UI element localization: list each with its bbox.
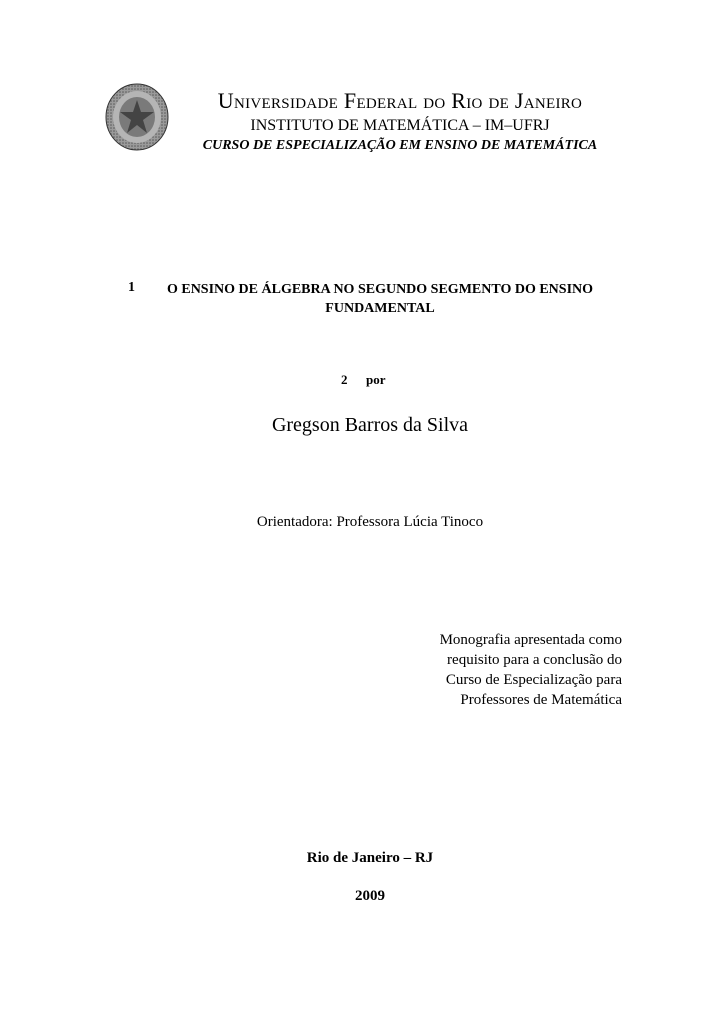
title-line-1: O ENSINO DE ÁLGEBRA NO SEGUNDO SEGMENTO DO ENSINO — [166, 282, 594, 297]
monograph-title — [150, 280, 610, 318]
note-line-3: Curso de Especialização para — [445, 672, 622, 688]
title-number: 1 — [128, 280, 135, 295]
byline-number: 2 — [341, 372, 348, 387]
advisor: Orientadora: Professora Lúcia Tinoco — [256, 514, 484, 530]
note-line-4: Professores de Matemática — [460, 692, 622, 708]
university-name: Universidade Federal do Rio de Janeiro — [217, 88, 583, 113]
monograph-note — [380, 630, 622, 710]
institute-name: INSTITUTO DE MATEMÁTICA – IM–UFRJ — [250, 117, 550, 134]
note-line-1: Monografia apresentada como — [439, 632, 622, 648]
title-line-2: FUNDAMENTAL — [325, 301, 435, 316]
place: Rio de Janeiro – RJ — [306, 850, 434, 866]
note-line-2: requisito para a conclusão do — [447, 652, 622, 668]
year: 2009 — [355, 888, 385, 904]
author-name: Gregson Barros da Silva — [271, 414, 469, 436]
course-name: CURSO DE ESPECIALIZAÇÃO EM ENSINO DE MATEMÁTICA — [202, 138, 598, 153]
byline-label: por — [366, 372, 386, 387]
